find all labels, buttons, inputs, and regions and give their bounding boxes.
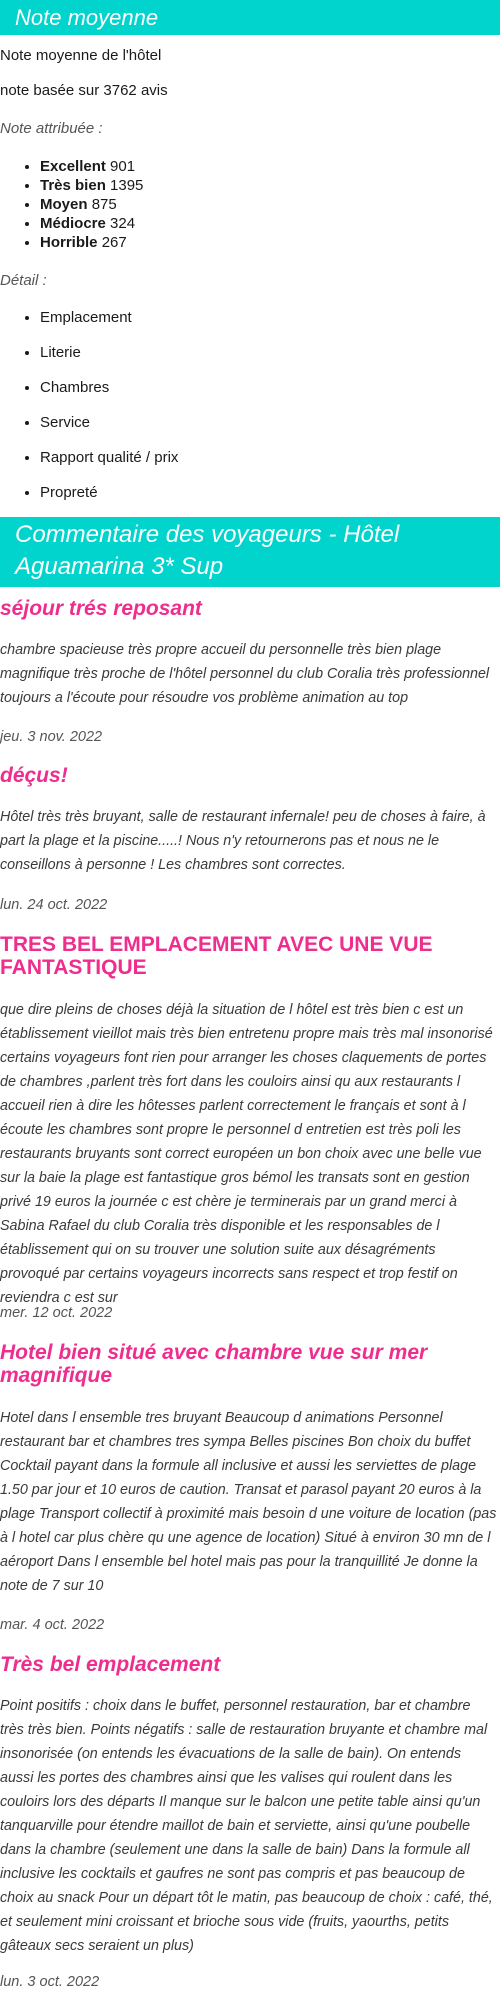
review-body: Hôtel très très bruyant, salle de restaurant infernale! peu de choses à faire, à part la plage et la piscine.....! Nous n'y retournerons pas et nous ne le conseillons à personne ! Les chambres sont correctes. — [0, 809, 486, 873]
review-title: déçus! — [0, 764, 68, 787]
detail-item: • Chambres — [40, 378, 178, 397]
comments-section-header — [0, 517, 500, 587]
detail-item: • Propreté — [40, 483, 178, 502]
review-date: jeu. 3 nov. 2022 — [0, 729, 103, 745]
detail-item: • Literie — [40, 343, 178, 362]
comments-header-line2: Aguamarina 3* Sup — [15, 553, 224, 580]
review-body: chambre spacieuse très propre accueil du personnelle très bien plage magnifique très proche de l'hôtel personnel du club Coralia très professionnel toujours a l'écoute pour résoudre vos problème animation au top — [0, 642, 490, 706]
ratings-label: Note attribuée : — [0, 120, 103, 137]
review-date: mer. 12 oct. 2022 — [0, 1305, 113, 1321]
rating-label: Excellent — [40, 158, 106, 175]
detail-item: • Rapport qualité / prix — [40, 448, 178, 467]
rating-item-tres-bien — [40, 176, 143, 195]
detail-item: • Service — [40, 413, 178, 432]
ratings-list — [0, 157, 143, 252]
detail-list — [0, 308, 178, 518]
review-title: TRES BEL EMPLACEMENT AVEC UNE VUE FANTASTIQUE — [0, 933, 433, 979]
review-date: lun. 24 oct. 2022 — [0, 897, 108, 913]
rating-label: Horrible — [40, 234, 98, 251]
reviews-count: note basée sur 3762 avis — [0, 82, 168, 99]
rating-item-moyen — [40, 195, 143, 214]
detail-item: • Emplacement — [40, 308, 178, 327]
review-title: Très bel emplacement — [0, 1653, 221, 1676]
rating-count: 1395 — [110, 177, 144, 194]
rating-item-mediocre — [40, 214, 143, 233]
hotel-note-label: Note moyenne de l'hôtel — [0, 47, 162, 64]
detail-label: Détail : — [0, 272, 47, 289]
rating-count: 901 — [110, 158, 136, 175]
comments-header-line1: Commentaire des voyageurs - Hôtel — [15, 521, 400, 548]
review-title: séjour trés reposant — [0, 597, 202, 620]
rating-count: 875 — [91, 196, 117, 213]
review-body: que dire pleins de choses déjà la situation de l hôtel est très bien c est un établissement vieillot mais très bien entretenu propre mais très mal insonorisé certains voyageurs font rien pour arranger les choses claquements de portes de chambres ,parlent très fort dans les couloirs ainsi qu aux restaurants l accueil rien à dire les hôtesses parlent correctement le français et sont à l écoute les chambres sont propre le personnel d entretien est très poli les restaurants bruyants sont correct européen un bon choix avec une belle vue sur la baie la plage est fantastique gros bémol les transats sont en gestion privé 19 euros la journée c est chère je terminerais par un grand merci à Sabina Rafael du club Coralia très disponible et les responsables de l établissement qui on su trouver une solution suite aux désagréments provoqué par certains voyageurs incorrects sans respect et trop festif on reviendra c est sur — [0, 1002, 493, 1306]
rating-label: Médiocre — [40, 215, 106, 232]
review-body: Point positifs : choix dans le buffet, personnel restauration, bar et chambre très très bien. Points négatifs : salle de restauration bruyante et chambre mal insonorisée (on entends les évacuations de la salle de bain). On entends aussi les portes des chambres ainsi que les valises qui roulent dans les couloirs lors des départs Il manque sur le balcon une petite table ainsi qu'un tanquarville pour étendre maillot de bain et serviette, ainsi qu'une poubelle dans la chambre (seulement une dans la salle de bain) Dans la formule all inclusive les cocktails et gaufres ne sont pas compris et pas beaucoup de choix au snack Pour un départ tôt le matin, pas beaucoup de choix : café, thé, et seulement mini croissant et brioche sous vide (fruits, yaourths, petits gâteaux secs seraient un plus) — [0, 1698, 493, 1954]
rating-count: 324 — [110, 215, 136, 232]
review-date: mar. 4 oct. 2022 — [0, 1617, 105, 1633]
note-section-header: Note moyenne — [0, 0, 500, 35]
rating-label: Très bien — [40, 177, 106, 194]
rating-item-excellent — [40, 157, 143, 176]
rating-item-horrible — [40, 233, 143, 252]
rating-label: Moyen — [40, 196, 88, 213]
rating-count: 267 — [101, 234, 127, 251]
review-body: Hotel dans l ensemble tres bruyant Beaucoup d animations Personnel restaurant bar et chambres tres sympa Belles piscines Bon choix du buffet Cocktail payant dans la formule all inclusive et aussi les serviettes de plage 1.50 par jour et 10 euros de caution. Transat et parasol payant 20 euros à la plage Transport collectif à proximité mais besoin d une voiture de location (pas à l hotel car plus chère qu une agence de location) Situé à environ 30 mn de l aéroport Dans l ensemble bel hotel mais pas pour la tranquillité Je donne la note de 7 sur 10 — [0, 1410, 497, 1594]
review-date: lun. 3 oct. 2022 — [0, 1974, 100, 1990]
review-title: Hotel bien situé avec chambre vue sur mer magnifique — [0, 1341, 428, 1387]
